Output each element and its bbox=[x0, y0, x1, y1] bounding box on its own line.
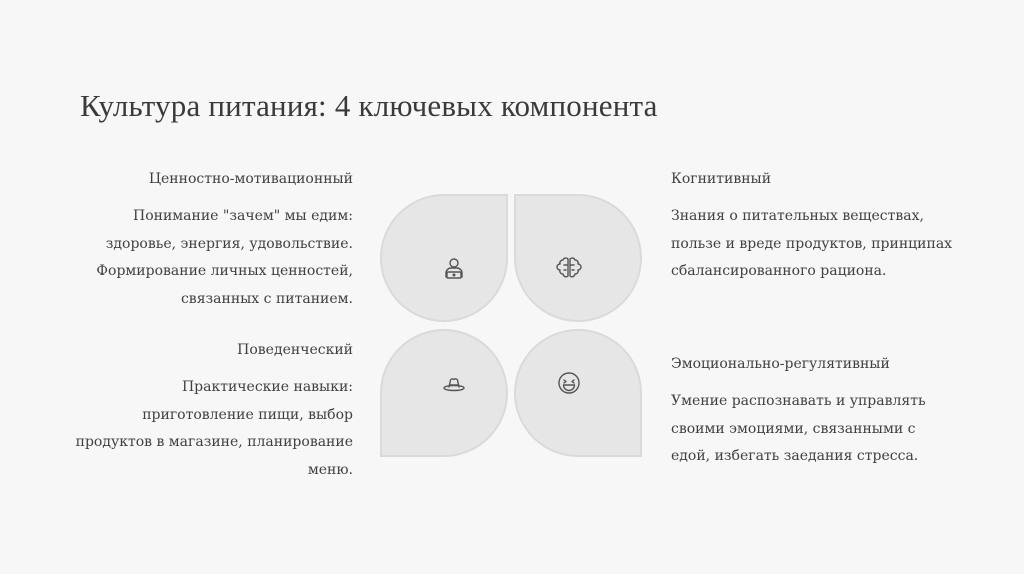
hat-icon bbox=[441, 372, 467, 398]
text-line: пользе и вреде продуктов, принципах bbox=[671, 235, 953, 252]
component-text-emotional bbox=[671, 388, 926, 471]
component-text-value-motivational bbox=[96, 203, 353, 313]
text-line: Умение распознавать и управлять bbox=[671, 393, 926, 409]
text-line: сбалансированного рациона. bbox=[671, 263, 887, 280]
brain-icon bbox=[556, 255, 582, 281]
component-heading-emotional: Эмоционально-регулятивный bbox=[671, 356, 890, 372]
laughing-face-icon bbox=[556, 370, 582, 396]
component-text-cognitive bbox=[671, 203, 952, 286]
text-line: Знания о питательных веществах, bbox=[671, 208, 924, 224]
text-line: Формирование личных ценностей, bbox=[96, 263, 353, 280]
component-heading-value-motivational: Ценностно-мотивационный bbox=[148, 171, 353, 187]
text-line: приготовление пищи, выбор bbox=[142, 406, 353, 423]
text-line: Практические навыки: bbox=[181, 379, 353, 395]
component-text-behavioral bbox=[76, 374, 353, 484]
text-line: едой, избегать заедания стресса. bbox=[671, 448, 919, 465]
component-heading-behavioral: Поведенческий bbox=[237, 342, 353, 358]
text-line: своими эмоциями, связанными с bbox=[671, 420, 916, 437]
text-line: связанных с питанием. bbox=[180, 290, 353, 307]
component-heading-cognitive: Когнитивный bbox=[671, 171, 772, 187]
text-line: меню. bbox=[307, 461, 353, 478]
text-line: Понимание "зачем" мы едим: bbox=[132, 208, 353, 224]
page-title: Культура питания: 4 ключевых компонента bbox=[80, 88, 658, 123]
person-laptop-icon bbox=[441, 255, 467, 281]
text-line: продуктов в магазине, планирование bbox=[75, 434, 353, 451]
text-line: здоровье, энергия, удовольствие. bbox=[105, 235, 353, 252]
